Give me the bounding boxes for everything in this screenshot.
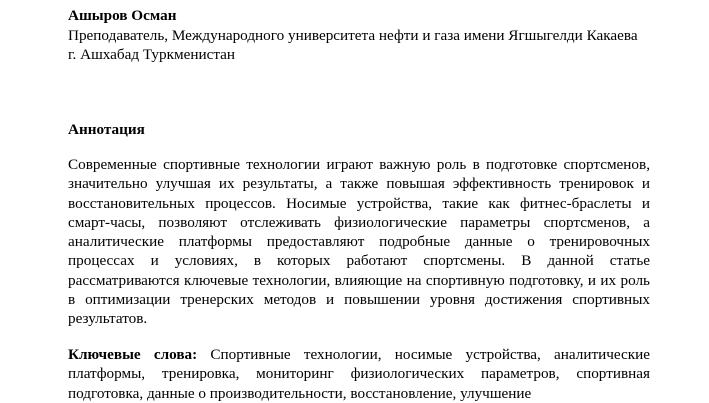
abstract-heading: Аннотация [68,121,145,138]
abstract-text: Современные спортивные технологии играют важную роль в подготовке спортсменов, значительно улучшая их результаты, а также повышая эффективность тренировок и восстановительных процессов. Носимые устройства, такие как фитнес-браслеты и смарт-часы, позволяют отслеживать физиологические параметры спортсменов, а аналитические платформы предоставляют подробные данные о тренировочных процессах и условиях, в которых работают спортсмены. В данной статье рассматриваются ключевые технологии, влияющие на спортивную подготовку, и их роль в оптимизации тренерских методов и повышении уровня достижения спортивных результатов. [68,156,650,328]
author-location: г. Ашхабад Туркменистан [68,46,236,63]
keywords-text: Спортивные технологии, носимые устройства, аналитические платформы, тренировка, мониторинг физиологических параметров, спортивная подготовка, данные о производительности, восстановление, улучшение [68,346,650,402]
keywords-label: Ключевые слова: [68,346,198,363]
author-name: Ашыров Осман [68,7,177,24]
author-position: Преподаватель, Международного университета нефти и газа имени Ягшыгелди Какаева [68,26,638,44]
author-block [68,6,650,65]
keywords-paragraph [68,345,650,403]
